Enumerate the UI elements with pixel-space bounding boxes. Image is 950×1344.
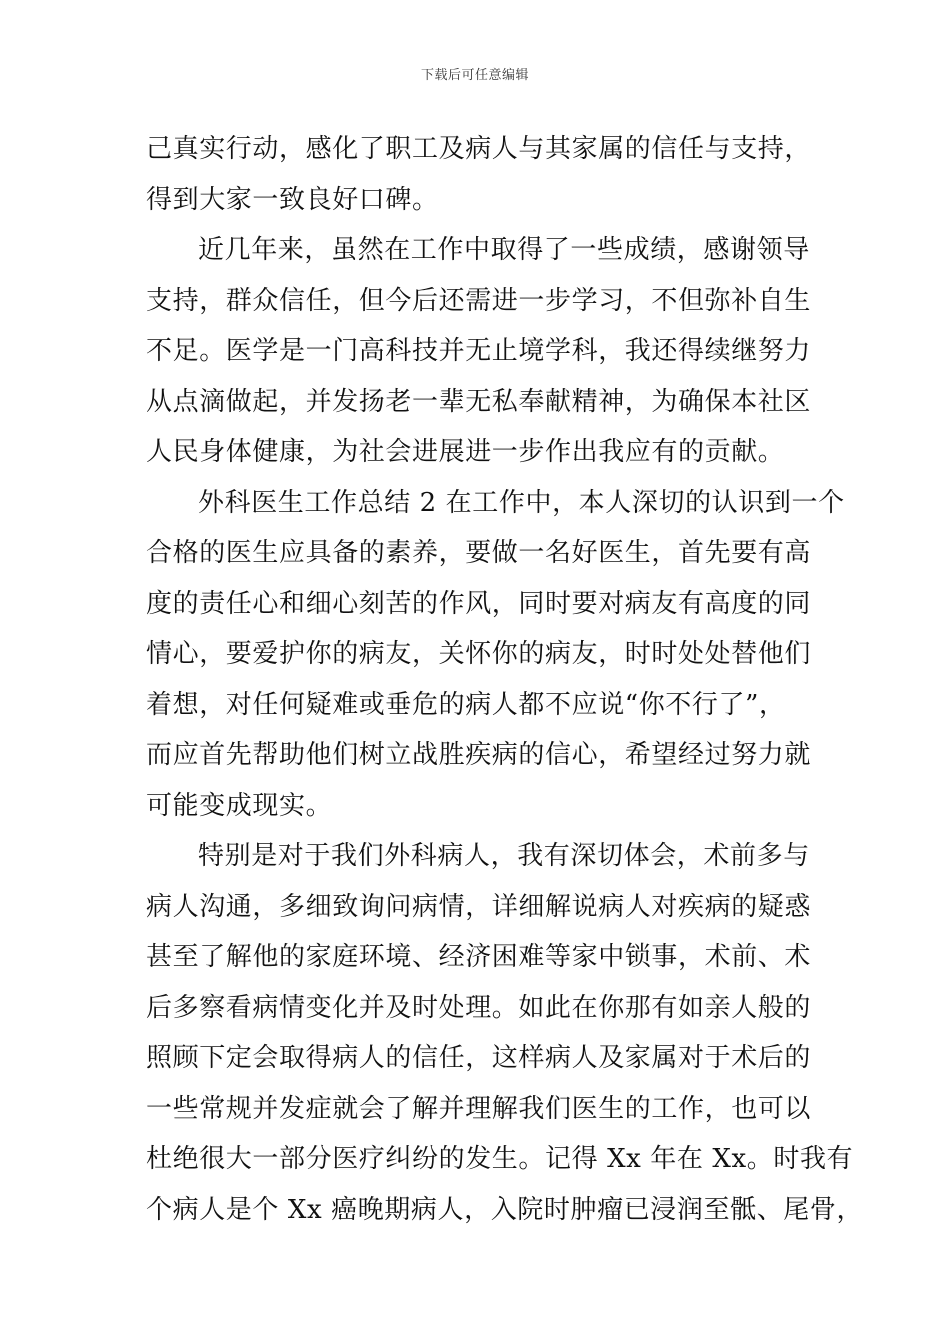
text-line: 情心，要爱护你的病友，关怀你的病友，时时处处替他们 bbox=[146, 639, 812, 669]
text-line: 度的责任心和细心刻苦的作风，同时要对病友有高度的同 bbox=[146, 588, 812, 619]
paragraph bbox=[146, 831, 864, 1235]
paragraph bbox=[146, 225, 812, 478]
text-line: 合格的医生应具备的素养，要做一名好医生，首先要有高 bbox=[146, 538, 812, 568]
text-line: 己真实行动，感化了职工及病人与其家属的信任与支持， bbox=[146, 134, 812, 164]
text-line: 个病人是个 Xx 癌晚期病人，入院时肿瘤已浸润至骶、尾骨， bbox=[146, 1194, 864, 1225]
text-line: 病人沟通，多细致询问病情，详细解说病人对疾病的疑惑 bbox=[146, 891, 812, 922]
text-line: 外科医生工作总结 2 在工作中，本人深切的认识到一个 bbox=[198, 487, 845, 518]
page-header: 下载后可任意编辑 bbox=[420, 68, 529, 83]
text-line: 从点滴做起，并发扬老一辈无私奉献精神，为确保本社区 bbox=[146, 386, 812, 417]
paragraph bbox=[146, 478, 845, 832]
text-line: 近几年来，虽然在工作中取得了一些成绩，感谢领导 bbox=[198, 235, 810, 265]
document-body bbox=[146, 124, 864, 1235]
paragraph bbox=[146, 124, 812, 225]
text-line: 而应首先帮助他们树立战胜疾病的信心，希望经过努力就 bbox=[146, 740, 812, 770]
text-line: 杜绝很大一部分医疗纠纷的发生。记得 Xx 年在 Xx。时我有 bbox=[146, 1144, 854, 1174]
text-line: 一些常规并发症就会了解并理解我们医生的工作，也可以 bbox=[146, 1093, 812, 1124]
text-line: 支持，群众信任，但今后还需进一步学习，不但弥补自生 bbox=[146, 285, 812, 316]
text-line: 可能变成现实。 bbox=[146, 790, 333, 821]
text-line: 照顾下定会取得病人的信任，这样病人及家属对于术后的 bbox=[146, 1043, 812, 1073]
text-line: 得到大家一致良好口碑。 bbox=[146, 184, 439, 215]
text-line: 特别是对于我们外科病人，我有深切体会，术前多与 bbox=[198, 841, 810, 871]
text-line: 着想，对任何疑难或垂危的病人都不应说“你不行了”， bbox=[146, 689, 786, 720]
text-line: 后多察看病情变化并及时处理。如此在你那有如亲人般的 bbox=[146, 992, 812, 1023]
text-line: 甚至了解他的家庭环境、经济困难等家中锁事，术前、术 bbox=[146, 942, 812, 972]
text-line: 人民身体健康，为社会进展进一步作出我应有的贡献。 bbox=[146, 437, 785, 467]
text-line: 不足。医学是一门高科技并无止境学科，我还得续继努力 bbox=[146, 336, 812, 366]
